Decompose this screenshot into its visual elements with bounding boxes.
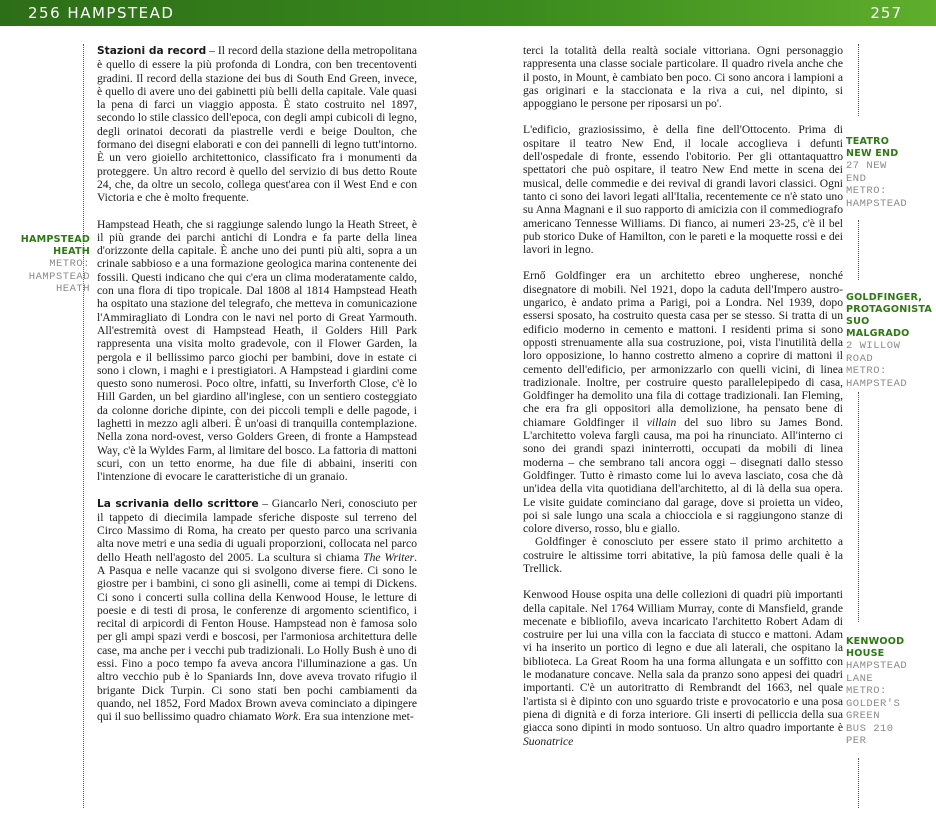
left-page-title: HAMPSTEAD — [67, 4, 175, 22]
paragraph-text: . A Pasqua e nelle vacanze qui si svolgono diverse fiere. Ci sono le giostre per i bambini, ci sono gli asinelli, come ai tempi di Dickens. Ci sono i concerti sulla collina della Kenwood House, le letture di poesie e di testi di prosa, le conferenze di argomento scientifico, i recital di arpicordi di Fenton House. Hampstead non è famosa solo per gli ampi spazi verdi e boscosi, per l'armoniosa architettura delle case, ma anche per i vecchi pub tradizionali. Lo Holly Bush è uno di essi. Fino a poco tempo fa aveva ancora l'illuminazione a gas. Un altro vecchio pub è lo Spaniards Inn, dove aveva trovato rifugio il brigante Dick Turpin. Ci sono stati ben pochi cambiamenti da quando, nel 1852, Ford Madox Brown aveva cominciato a dipingere qui il suo bellissimo quadro chiamato — [97, 550, 418, 724]
margin-title: TEATRO NEW END — [846, 136, 899, 159]
left-page-number: 256 — [28, 4, 62, 22]
paragraph-stazioni — [97, 44, 417, 205]
margin-note-kenwood — [846, 636, 936, 748]
paragraph-goldfinger — [523, 269, 843, 535]
paragraph-text: del suo libro su James Bond. L'architetto voleva fargli causa, ma poi ha rinunciato. All'interno ci sono dei grandi spazi ininterrotti, occupati da mobili di linea moderna – che sembrano tali ancora oggi – disegnati dallo stesso Goldfinger. Tutto è rimasto come lui lo aveva lasciato, cosa che dà un'idea della vita quotidiana dell'architetto, al di là della sua opera. Le visite guidate cominciano dal garage, dove si proietta un video, poi si sale lungo una scala a chiocciola e si raggiungono stanze di colore diverso, rosso, blu e giallo. — [523, 415, 843, 536]
paragraph-text: – Giancarlo Neri, conosciuto per il tappeto di diecimila lampade sferiche disposte sul terreno del Circo Massimo di Roma, ha creato per questo parco una scrivania alta nove metri e una sedia di uguali proporzioni, collocata nel parco dello Heath nell'agosto del 2005. La scultura si chiama — [97, 496, 417, 564]
right-page-number: 257 — [870, 4, 902, 22]
paragraph-text: Ernő Goldfinger era un architetto ebreo ungherese, nonché disegnatore di mobili. Nel 1921, dopo la caduta dell'Impero austro-ungarico, è andato prima a Parigi, poi a Londra. Nel 1939, dopo essersi sposato, ha costruito questa casa per se stesso. Si tratta di un edificio moderno in cemento e mattoni. I residenti prima si sono opposti strenuamente alla sua costruzione, poi, vista l'inutilità della loro opposizione, lo hanno costretto almeno a coprire di mattoni il cemento dell'edificio, per armonizzarlo con quelli vicini, di linea tradizionale. Inoltre, per costruire questo parallelepipedo di casa, Goldfinger ha demolito una fila di cottage tradizionali. Ian Fleming, che era fra gli oppositori alla demolizione, ha pensato bene di chiamare Goldfinger il — [523, 269, 843, 429]
margin-title: KENWOOD HOUSE — [846, 636, 905, 659]
margin-note-goldfinger — [846, 292, 936, 390]
margin-info: 2 WILLOW ROAD METRO: HAMPSTEAD — [846, 340, 908, 390]
margin-note-teatro — [846, 136, 936, 210]
margin-info: 27 NEW END METRO: HAMPSTEAD — [846, 160, 908, 210]
paragraph-scrivania — [97, 497, 417, 724]
italic-word: villain — [646, 415, 677, 429]
paragraph-heath: Hampstead Heath, che si raggiunge salendo lungo la Heath Street, è il più grande dei parchi antichi di Londra e fa parte della linea d'orizzonte della capitale. È anche uno dei punti più alti, sopra a un crinale sabbioso e a una formazione geologica marina contenente dei fossili. Questi indicano che qui c'era un clima moderatamente caldo, con una flora di tipo tropicale. Dal 1808 al 1814 Hampstead Heath ha ospitato una stazione del telegrafo, che metteva in comunicazione l'Ammiragliato di Londra con le navi nel porto di Great Yarmouth. All'estremità ovest di Hampstead Heath, il Golders Hill Park rappresenta una visita molto gradevole, con il Flower Garden, la pergola e il bellissimo parco giochi per bambini, dove in estate ci sono i clown, i maghi e i prestigiatori. A Hampstead i giardini come questo sono numerosi. Poco oltre, infatti, su Inverforth Close, c'è lo Hill Garden, un bel giardino all'inglese, con un sentiero costeggiato da colonne doriche dipinte, con dei piccoli templi e delle pagode, i laghetti in mezzo agli alberi. È un'oasi di tranquilla contemplazione. Nella zona nord-ovest, verso Golders Green, di fronte a Hampstead Way, c'è la Wyldes Farm, al limitare del bosco. La fattoria di mattoni scuri, con un tetto enorme, ha due file di abbaini, inseriti con l'intenzione di evocare le caratteristiche di un granaio. — [97, 217, 417, 484]
paragraph-kenwood — [523, 588, 843, 748]
italic-title: Suonatrice — [523, 734, 574, 748]
italic-title: Work — [274, 710, 299, 724]
margin-title-line: HAMPSTEAD — [20, 234, 90, 245]
left-page-header — [28, 4, 174, 22]
right-text-column — [523, 44, 843, 748]
right-dotted-rule-1 — [858, 44, 859, 116]
right-dotted-rule-2 — [858, 220, 859, 280]
paragraph-continued: terci la totalità della realtà sociale vittoriana. Ogni personaggio rappresenta una classe sociale particolare. Il quadro rivela anche che il posto, in Mount, è cambiato ben poco. Ci sono ancora i lampioni a gas originari e la staccionata e la riva a cui, nel dipinto, si appoggiano le persone per riposarsi un po'. — [523, 44, 843, 111]
italic-title: The Writer — [363, 550, 415, 564]
margin-info: HAMPSTEAD LANE METRO: GOLDER'S GREEN BUS 210 PER — [846, 660, 908, 747]
paragraph-teatro: L'edificio, graziosissimo, è della fine dell'Ottocento. Prima di ospitare il teatro New End, il locale accoglieva i defunti dell'ospedale di fronte, essendo l'obitorio. Per gli ottantaquattro spettatori che può ospitare, il teatro New End mette in scena dei musical, delle commedie e dei revival di grandi lavori classici. Ogni tanto ci sono dei lavori legati all'Italia, recentemente ce n'è stato uno su Anna Magnani e il suo rapporto di amicizia con il commediografo americano Tennesse Williams. Di fianco, ai numeri 23-25, c'è il bel pub storico Duke of Hamilton, con le pareti e la moquette rossi e dei lavori in legno. — [523, 123, 843, 257]
runin-heading: La scrivania dello scrittore — [97, 497, 259, 510]
left-dotted-rule — [83, 44, 84, 808]
margin-title — [0, 234, 90, 258]
margin-note-hampstead-heath — [0, 234, 90, 296]
right-dotted-rule-4 — [858, 758, 859, 808]
paragraph-text: Kenwood House ospita una delle collezioni di quadri più importanti della capitale. Nel 1764 William Murray, conte di Mansfield, grande mecenate e bibliofilo, aveva incaricato l'architetto Robert Adam di costruire per lui una villa con la facciata di stucco e mattoni. Adam vi ha inserito un portico di legno e due ali laterali, che ospitano la biblioteca. La Great Room ha una forma allungata e un soffitto con le modanature concave. Nella sala da pranzo sono appesi dei quadri importanti. C'è un autoritratto di Rembrandt del 1663, nel quale l'artista si è dipinto con uno sguardo triste e provocatorio e una posa piena di dignità e di forza interiore. Gli inserti di pelliccia della sua giacca sono dipinti in modo sontuoso. Un altro quadro importante è — [523, 588, 843, 735]
running-header — [0, 0, 936, 26]
paragraph-text: . Era sua intenzione met- — [298, 710, 414, 724]
runin-heading: Stazioni da record — [97, 45, 207, 57]
paragraph-goldfinger-2: Goldfinger è conosciuto per essere stato il primo architetto a costruire le altissime torri abitative, la più famosa delle quali è la Trellick. — [523, 535, 843, 575]
paragraph-text: – Il record della stazione della metropolitana è quello di essere la più profonda di Londra, con ben trecentoventi gradini. Il record della stazione dei bus di South End Green, invece, è quello di avere uno dei gabinetti più belli della capitale. Vale quasi la pena di farci un viaggio apposta. È stato costruito nel 1897, secondo lo stile classico dell'epoca, con degli ampi cubicoli di legno, degli orinatoi decorati da piastrelle verdi e beige Doulton, che formano dei disegni elaborati e con dei pannelli di legno tutt'intorno. È un vero gioiello architettonico, classificato fra i monumenti da proteggere. Un altro record è quello del servizio di bus detto Route 24, che, da oltre un secolo, collega quest'area con il West End e con Victoria e che è molto frequente. — [97, 44, 417, 205]
margin-title: GOLDFINGER, PROTAGONISTA SUO MALGRADO — [846, 292, 932, 339]
margin-title-line: HEATH — [53, 246, 90, 257]
right-dotted-rule-3 — [858, 392, 859, 622]
margin-info: METRO: HAMPSTEAD HEATH — [28, 258, 90, 295]
left-text-column — [97, 44, 417, 724]
